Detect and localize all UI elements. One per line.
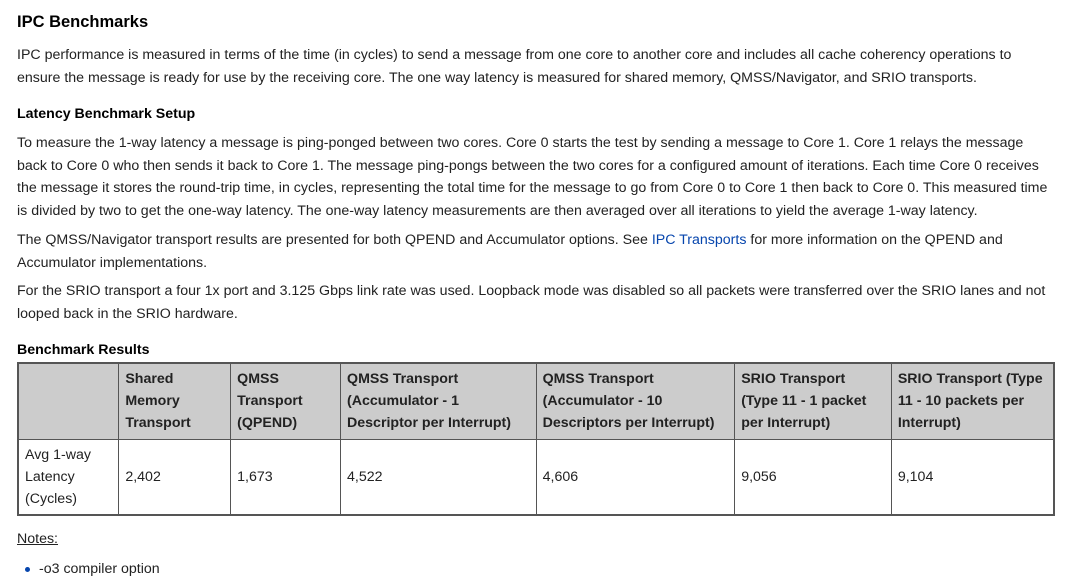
srio-paragraph: For the SRIO transport a four 1x port and 3.125 Gbps link rate was used. Loopback mode was disabled so all packets were transferred over the SRIO lanes and not looped back in the SRIO hardware. <box>17 283 1046 322</box>
table-cell: 9,056 <box>735 439 892 515</box>
transport-text-before: The QMSS/Navigator transport results are presented for both QPEND and Accumulator options. See <box>17 232 652 248</box>
table-header-cell: SRIO Transport (Type 11 - 1 packet per Interrupt) <box>735 363 892 439</box>
setup-heading: Latency Benchmark Setup <box>17 106 196 122</box>
table-header-cell: QMSS Transport (Accumulator - 10 Descriptors per Interrupt) <box>536 363 735 439</box>
table-cell: 4,606 <box>536 439 735 515</box>
table-cell: 4,522 <box>341 439 537 515</box>
ipc-transports-link[interactable]: IPC Transports <box>651 232 747 248</box>
table-header-cell: QMSS Transport (Accumulator - 1 Descriptor per Interrupt) <box>341 363 537 439</box>
table-header-cell <box>18 363 119 439</box>
table-header-row <box>18 363 1054 439</box>
results-heading: Benchmark Results <box>17 342 150 358</box>
notes-list <box>17 558 160 580</box>
page-title: IPC Benchmarks <box>17 13 149 31</box>
table-cell: 1,673 <box>231 439 341 515</box>
table-row-label: Avg 1-way Latency (Cycles) <box>18 439 119 515</box>
list-item: -o3 compiler option <box>39 558 160 580</box>
table-row <box>18 439 1054 515</box>
table-cell: 9,104 <box>891 439 1054 515</box>
table-header-cell: QMSS Transport (QPEND) <box>231 363 341 439</box>
transport-paragraph <box>17 229 1057 274</box>
table-header-cell: Shared Memory Transport <box>119 363 231 439</box>
setup-paragraph: To measure the 1-way latency a message is ping-ponged between two cores. Core 0 starts the test by sending a message to Core 1. Core 1 relays the message back to Core 0 who then sends it back to Core 1. The message ping-pongs between the two cores for a configured amount of iterations. Each time Core 0 receives the message it stores the round-trip time, in cycles, representing the total time for the message to go from Core 0 to Core 1 then back to Core 0. This measured time is divided by two to get the one-way latency. The one-way latency measurements are then averaged over all iterations to yield the average 1-way latency. <box>17 135 1048 219</box>
notes-label: Notes: <box>17 531 59 547</box>
table-header-cell: SRIO Transport (Type 11 - 10 packets per Interrupt) <box>891 363 1054 439</box>
intro-paragraph: IPC performance is measured in terms of the time (in cycles) to send a message from one core to another core and includes all cache coherency operations to ensure the message is ready for use by the receiving core. The one way latency is measured for shared memory, QMSS/Navigator, and SRIO transports. <box>17 47 1012 86</box>
table-cell: 2,402 <box>119 439 231 515</box>
results-table <box>17 362 1055 516</box>
transport-text-after: for more information on the QPEND and Accumulator implementations. <box>17 232 1003 271</box>
